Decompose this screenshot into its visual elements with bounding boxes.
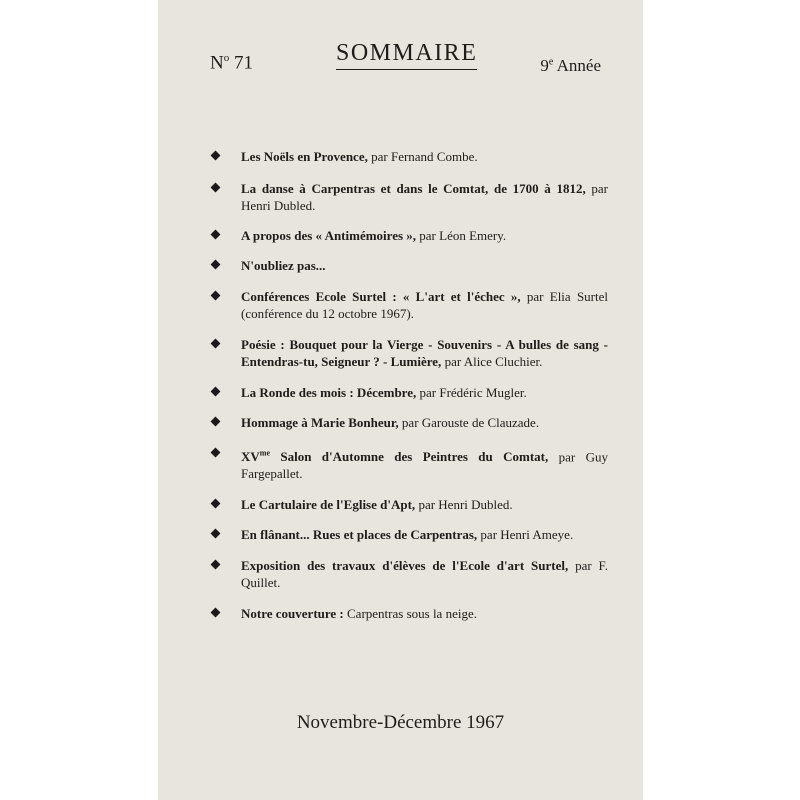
diamond-bullet-icon [211, 498, 221, 508]
toc-entry: La Ronde des mois : Décembre, par Frédéric Mugler. [210, 384, 608, 402]
toc-entry: Les Noëls en Provence, par Fernand Combe. [210, 148, 608, 166]
toc-entry: Poésie : Bouquet pour la Vierge - Souvenirs - A bulles de sang - Entendras-tu, Seigneur ? - Lumière, par Alice Cluchier. [210, 336, 608, 371]
diamond-bullet-icon [211, 447, 221, 457]
diamond-bullet-icon [211, 260, 221, 270]
toc-entry: Notre couverture : Carpentras sous la neige. [210, 605, 608, 623]
page-title: SOMMAIRE [336, 40, 477, 70]
diamond-bullet-icon [211, 607, 221, 617]
year-label: 9e Année [540, 56, 601, 75]
diamond-bullet-icon [211, 290, 221, 300]
toc-entry: Exposition des travaux d'élèves de l'Ecole d'art Surtel, par F. Quillet. [210, 557, 608, 592]
document-page [158, 0, 643, 800]
diamond-bullet-icon [211, 151, 221, 161]
toc-entry: Le Cartulaire de l'Eglise d'Apt, par Henri Dubled. [210, 496, 608, 514]
diamond-bullet-icon [211, 386, 221, 396]
diamond-bullet-icon [211, 182, 221, 192]
toc-entry: En flânant... Rues et places de Carpentras, par Henri Ameye. [210, 526, 608, 544]
diamond-bullet-icon [211, 417, 221, 427]
issue-date: Novembre-Décembre 1967 [296, 712, 505, 733]
toc-entry: La danse à Carpentras et dans le Comtat, de 1700 à 1812, par Henri Dubled. [210, 180, 608, 215]
issue-number: $N^o$ 71 [210, 52, 253, 74]
diamond-bullet-icon [211, 529, 221, 539]
diamond-bullet-icon [211, 559, 221, 569]
toc-entry: A propos des « Antimémoires », par Léon Emery. [210, 227, 608, 245]
diamond-bullet-icon [211, 229, 221, 239]
toc-entry: N'oubliez pas... [210, 257, 608, 275]
toc-entry: Conférences Ecole Surtel : « L'art et l'échec », par Elia Surtel (conférence du 12 octobre 1967). [210, 288, 608, 323]
table-of-contents [210, 148, 608, 622]
toc-entry: $XV^{me}$ Salon d'Automne des Peintres du Comtat, par Guy Fargepallet. [210, 445, 608, 483]
toc-entry: Hommage à Marie Bonheur, par Garouste de Clauzade. [210, 414, 608, 432]
diamond-bullet-icon [211, 338, 221, 348]
